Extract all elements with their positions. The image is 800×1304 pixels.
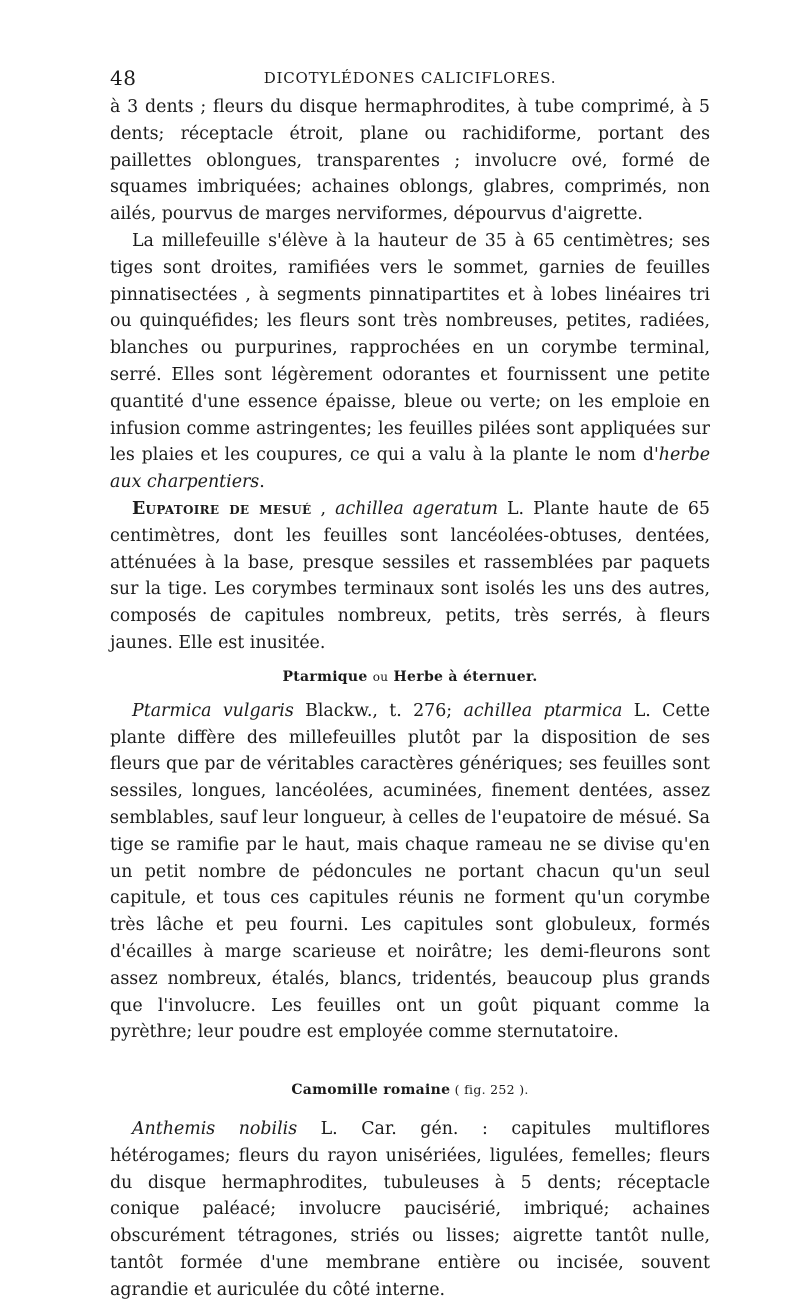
heading-conjunction: ou: [372, 669, 389, 684]
entry-heading: Eupatoire de mesué: [132, 498, 312, 519]
running-title: DICOTYLÉDONES CALICIFLORES.: [263, 69, 557, 87]
citation: Blackw., t. 276;: [293, 700, 464, 721]
page-number: 48: [110, 66, 137, 90]
paragraph-text: La millefeuille s'élève à la hauteur de 35 à 65 centimètres; ses tiges sont droites, ramifiées vers le sommet, garnies de feuilles pinnatisectées , à segments pinnatipartites et à lobes linéaires tri ou quinquéfides; les fleurs sont très nombreuses, petites, radiées, blanches ou purpurines, rapprochées en un corymbe terminal, serré. Elles sont légèrement odorantes et fournissent une petite quantité d'une essence épaisse, bleue ou verte; on les emploie en infusion comme astringentes; les feuilles pilées sont appliquées sur les plaies et les coupures, ce qui a valu à la plante le nom d': [110, 230, 710, 466]
paragraph-anthemis: [110, 1116, 710, 1304]
figure-reference: ( fig. 252 ).: [450, 1082, 529, 1098]
genus-name: Ptarmica vulgaris: [132, 700, 294, 721]
paragraph-text: L. Cette plante diffère des millefeuilles plutôt par la disposition de ses fleurs que par de véritables caractères génériques; ses feuilles sont sessiles, longues, lancéolées, acuminées, finement dentées, assez semblables, sauf leur longueur, à celles de l'eupatoire de mésué. Sa tige se ramifie par le haut, mais chaque rameau ne se divise qu'en un petit nombre de pédoncules ne portant chacun qu'un seul capitule, et tous ces capitules réunis ne forment qu'un corymbe très lâche et peu fourni. Les capitules sont globuleux, formés d'écailles à marge scarieuse et noirâtre; les demi-fleurons sont assez nombreux, étalés, blancs, tridentés, beaucoup plus grands que l'involucre. Les feuilles ont un goût piquant comme la pyrèthre; leur poudre est employée comme sternutatoire.: [110, 700, 711, 1043]
book-page: [110, 66, 710, 1304]
section-heading-ptarmique: [110, 669, 710, 685]
paragraph-millefeuille: [110, 228, 710, 496]
heading-name: Ptarmique: [282, 668, 368, 685]
species-name: achillea ptarmica: [463, 700, 623, 721]
heading-name: Camomille romaine: [291, 1082, 451, 1099]
paragraph-text: L. Car. gén. : capitules multiflores hétérogames; fleurs du rayon unisériées, ligulées, femelles; fleurs du disque hermaphrodites, tubuleuses à 5 dents; réceptacle conique paléacé; involucre paucisérié, imbriqué; achaines obscurément tétragones, striés ou lisses; aigrette tantôt nulle, tantôt formée d'une membrane entière ou incisée, souvent agrandie et auriculée du côté interne.: [110, 1119, 710, 1300]
paragraph-ptarmica: [110, 698, 710, 1046]
separator: ,: [311, 498, 336, 519]
punctuation: .: [259, 472, 265, 493]
running-head: [110, 66, 710, 94]
paragraph-text: L. Plante haute de 65 centimètres, dont les feuilles sont lancéolées-obtuses, dentées, atténuées à la base, presque sessiles et rassemblées par paquets sur la tige. Les corymbes terminaux sont isolés les uns des autres, composés de capitules nombreux, petits, très serrés, à fleurs jaunes. Elle est inusitée.: [110, 498, 710, 653]
species-name: achillea ageratum: [335, 498, 498, 519]
paragraph-eupatoire: [110, 496, 710, 657]
paragraph-genus-description: à 3 dents ; fleurs du disque hermaphrodites, à tube comprimé, à 5 dents; réceptacle étroit, plane ou rachidiforme, portant des paillettes oblongues, transparentes ; involucre ové, formé de squames imbriquées; achaines oblongs, glabres, comprimés, non ailés, pourvus de marges nerviformes, dépourvus d'aigrette.: [110, 97, 710, 225]
heading-alt-name: Herbe à éternuer.: [393, 668, 538, 685]
common-name-italic: herbe aux charpentiers: [110, 445, 710, 493]
genus-name: Anthemis nobilis: [132, 1119, 298, 1140]
section-heading-camomille: [110, 1082, 710, 1098]
